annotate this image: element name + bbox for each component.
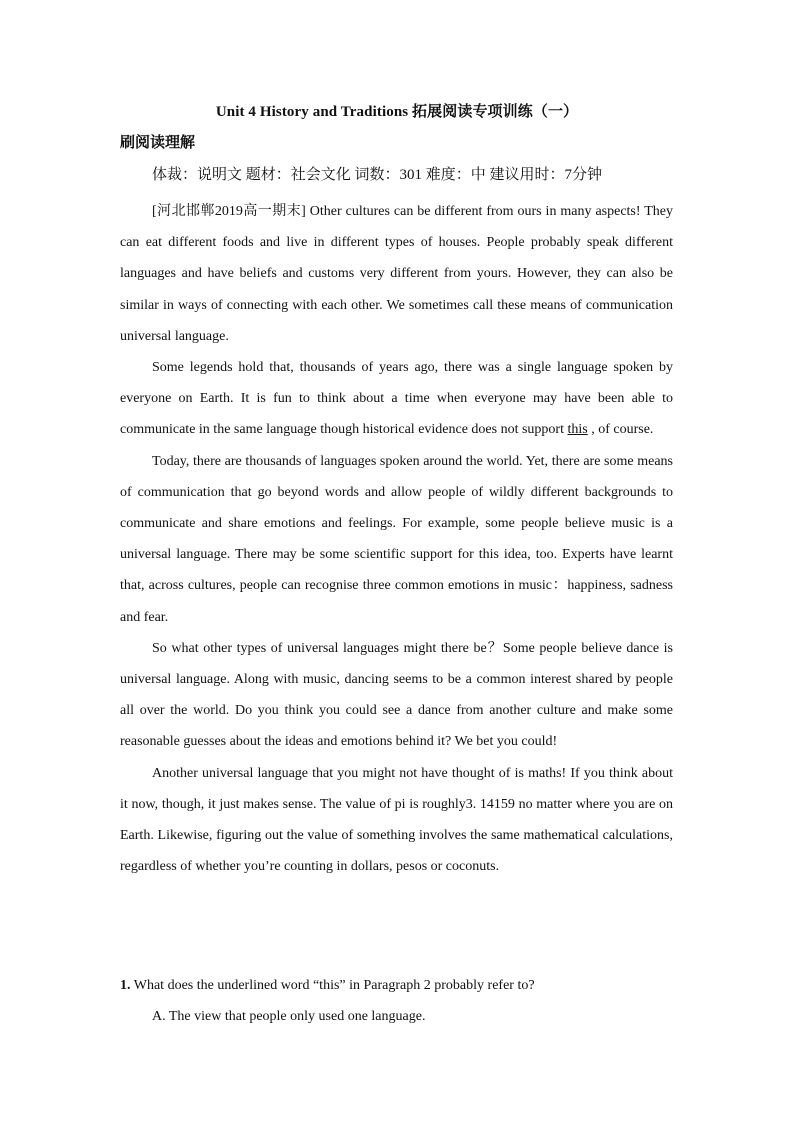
paragraph-4	[120, 633, 673, 758]
underlined-word: this	[567, 422, 588, 438]
paragraph-5	[120, 758, 673, 883]
question-number: 1.	[120, 978, 131, 993]
paragraph-5-text: Another universal language that you might not have thought of is maths! If you think about it now, though, it just makes sense. The value of pi is roughly3. 14159 no matter where you are on Earth. Likewise, figuring out the value of something involves the same mathematical calculations, regardless of whether you’re counting in dollars, pesos or coconuts.	[120, 765, 673, 875]
document-title: Unit 4 History and Traditions 拓展阅读专项训练（一）	[215, 104, 579, 120]
question-1	[120, 975, 535, 997]
paragraph-4-text: So what other types of universal languages might there be？Some people believe dance is universal language. Along with music, dancing seems to be a common interest shared by people all over the world. Do you think you could see a dance from another culture and make some reasonable guesses about the ideas and emotions behind it? We bet you could!	[120, 640, 673, 750]
source-tag: [河北邯郸2019高一期末]	[152, 204, 306, 219]
passage-meta-info: 体裁：说明文 题材：社会文化 词数：301 难度：中 建议用时：7分钟	[152, 167, 603, 183]
question-text: What does the underlined word “this” in Paragraph 2 probably refer to?	[130, 978, 535, 993]
reading-passage	[120, 196, 673, 882]
paragraph-1	[120, 196, 673, 352]
paragraph-2-text: Some legends hold that, thousands of years ago, there was a single language spoken by everyone on Earth. It is fun to think about a time when everyone may have been able to communicate in the same language though historical evidence does not support	[120, 360, 673, 438]
option-a: A. The view that people only used one language.	[152, 1009, 426, 1024]
paragraph-2	[120, 352, 673, 446]
section-heading: 刷阅读理解	[120, 135, 196, 151]
paragraph-1-text: Other cultures can be different from ours in many aspects! They can eat different foods and live in different types of houses. People probably speak different languages and have beliefs and customs very different from yours. However, they can also be similar in ways of connecting with each other. We sometimes call these means of communication universal language.	[120, 204, 673, 344]
paragraph-3-text: Today, there are thousands of languages spoken around the world. Yet, there are some means of communication that go beyond words and allow people of wildly different backgrounds to communicate and share emotions and feelings. For example, some people believe music is a universal language. There may be some scientific support for this idea, too. Experts have learnt that, across cultures, people can recognise three common emotions in music：happiness, sadness and fear.	[120, 453, 673, 625]
paragraph-3	[120, 446, 673, 633]
paragraph-2-text-end: , of course.	[587, 422, 654, 438]
